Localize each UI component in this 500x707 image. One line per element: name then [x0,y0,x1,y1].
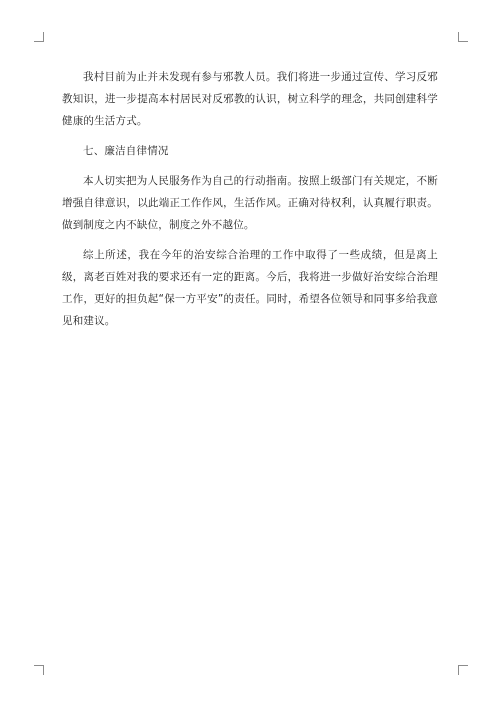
corner-mark-top-left [34,32,44,42]
corner-mark-top-right [458,32,468,42]
section-heading-integrity: 七、廉洁自律情况 [83,145,169,157]
document-body [62,66,438,340]
paragraph-integrity: 本人切实把为人民服务作为自己的行动指南。按照上级部门有关规定，不断增强自律意识，以此端正工作作风，生活作风。正确对待权利，认真履行职责。做到制度之内不缺位，制度之外不越位。 [62,175,438,231]
corner-mark-bottom-right [458,665,468,675]
paragraph-summary: 综上所述，我在今年的治安综合治理的工作中取得了一些成绩，但是离上级，离老百姓对我的要求还有一定的距离。今后，我将进一步做好治安综合治理工作，更好的担负起“保一方平安”的责任。同时，希望各位领导和同事多给我意见和建议。 [62,249,438,327]
paragraph-anti-cult: 我村目前为止并未发现有参与邪教人员。我们将进一步通过宣传、学习反邪教知识，进一步提高本村居民对反邪教的认识，树立科学的理念，共同创建科学健康的生活方式。 [62,71,438,127]
corner-mark-bottom-left [34,665,44,675]
